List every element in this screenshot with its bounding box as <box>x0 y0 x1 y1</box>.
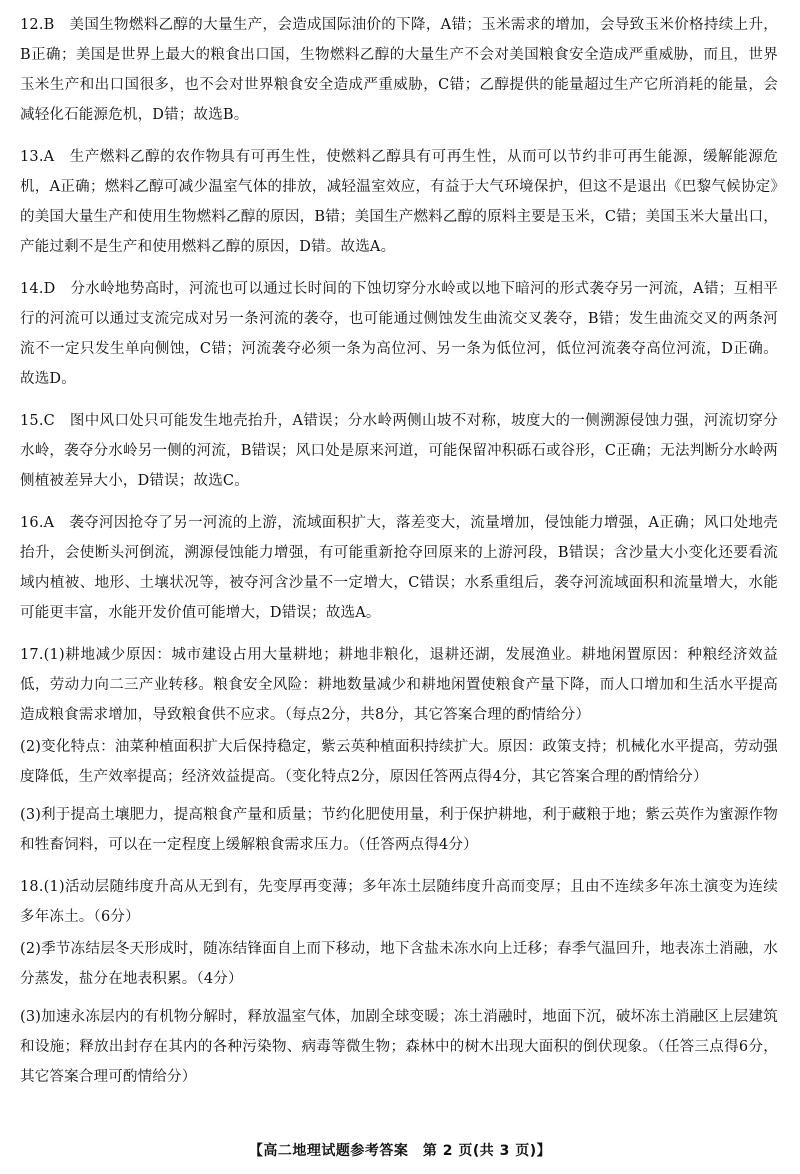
answer-text: 17.(1)耕地减少原因：城市建设占用大量耕地；耕地非粮化，退耕还湖，发展渔业。耕地闲置原因：种粮经济效益低，劳动力向二三产业转移。粮食安全风险：耕地数量减少和耕地闲置使粮食产量下降，而人口增加和生活水平提高造成粮食需求增加，导致粮食供不应求。（每点2分，共8分，其它答案合理的酌情给分） <box>20 647 778 723</box>
answer-text: 12.B 美国生物燃料乙醇的大量生产，会造成国际油价的下降，A错；玉米需求的增加，会导致玉米价格持续上升，B正确；美国是世界上最大的粮食出口国，生物燃料乙醇的大量生产不会对美国粮食安全造成严重威胁，而且，世界玉米生产和出口国很多，也不会对世界粮食安全造成严重威胁，C错；乙醇提供的能量超过生产它所消耗的能量，会减轻化石能源危机，D错；故选B。 <box>20 17 778 123</box>
page-footer: 【高二地理试题参考答案 第 2 页(共 3 页)】 <box>248 1143 552 1159</box>
answer-item-16 <box>20 508 778 628</box>
answer-text: 13.A 生产燃料乙醇的农作物具有可再生性，使燃料乙醇具有可再生性，从而可以节约非可再生能源，缓解能源危机，A正确；燃料乙醇可减少温室气体的排放，减轻温室效应，有益于大气环境保护，但这不是退出《巴黎气候协定》的美国大量生产和使用生物燃料乙醇的原因，B错；美国生产燃料乙醇的原料主要是玉米，C错；美国玉米大量出口，产能过剩不是生产和使用燃料乙醇的原因，D错。故选A。 <box>20 149 778 255</box>
answer-subpart-text: (3)利于提高土壤肥力，提高粮食产量和质量；节约化肥使用量，利于保护耕地，利于藏粮于地；紫云英作为蜜源作物和牲畜饲料，可以在一定程度上缓解粮食需求压力。（任答两点得4分） <box>20 807 778 853</box>
answer-subpart <box>20 934 778 994</box>
answer-subpart-text: (2)变化特点：油菜种植面积扩大后保持稳定，紫云英种植面积持续扩大。原因：政策支持；机械化水平提高，劳动强度降低，生产效率提高；经济效益提高。（变化特点2分，原因任答两点得4分，其它答案合理的酌情给分） <box>20 739 778 785</box>
answer-subpart <box>20 732 778 792</box>
answer-item-14 <box>20 274 778 394</box>
answer-item-17 <box>20 640 778 860</box>
answer-text: 15.C 图中风口处只可能发生地壳抬升，A错误；分水岭两侧山坡不对称，坡度大的一侧溯源侵蚀力强，河流切穿分水岭，袭夺分水岭另一侧的河流，B错误；风口处是原来河道，可能保留冲积砾石或谷形，C正确；无法判断分水岭两侧植被差异大小，D错误；故选C。 <box>20 413 778 489</box>
answer-subpart-text: (2)季节冻结层冬天形成时，随冻结锋面自上而下移动，地下含盐未冻水向上迁移；春季气温回升，地表冻土消融，水分蒸发，盐分在地表积累。（4分） <box>20 941 778 987</box>
answer-item-12 <box>20 10 778 130</box>
answer-subpart <box>20 1002 778 1092</box>
answer-text: 16.A 袭夺河因抢夺了另一河流的上游，流域面积扩大，落差变大，流量增加，侵蚀能力增强，A正确；风口处地壳抬升，会使断头河倒流，溯源侵蚀能力增强，有可能重新抢夺回原来的上游河段，B错误；含沙量大小变化还要看流域内植被、地形、土壤状况等，被夺河含沙量不一定增大，C错误；水系重组后，袭夺河流域面积和流量增大，水能可能更丰富，水能开发价值可能增大，D错误；故选A。 <box>20 515 778 621</box>
answer-subpart-text: (3)加速永冻层内的有机物分解时，释放温室气体，加剧全球变暖；冻土消融时，地面下沉，破坏冻土消融区上层建筑和设施；释放出封存在其内的各种污染物、病毒等微生物；森林中的树木出现大面积的倒伏现象。（任答三点得6分，其它答案合理可酌情给分） <box>20 1009 778 1085</box>
answer-text: 14.D 分水岭地势高时，河流也可以通过长时间的下蚀切穿分水岭或以地下暗河的形式袭夺另一河流，A错；互相平行的河流可以通过支流完成对另一条河流的袭夺，也可能通过侧蚀发生曲流交叉袭夺，B错；发生曲流交叉的两条河流不一定只发生单向侧蚀，C错；河流袭夺必须一条为高位河、另一条为低位河，低位河流袭夺高位河流，D正确。故选D。 <box>20 281 778 387</box>
answer-item-15 <box>20 406 778 496</box>
answer-item-18 <box>20 872 778 1092</box>
answer-item-13 <box>20 142 778 262</box>
answer-text: 18.(1)活动层随纬度升高从无到有，先变厚再变薄；多年冻土层随纬度升高而变厚；且由不连续多年冻土演变为连续多年冻土。（6分） <box>20 879 778 925</box>
answer-subpart <box>20 800 778 860</box>
